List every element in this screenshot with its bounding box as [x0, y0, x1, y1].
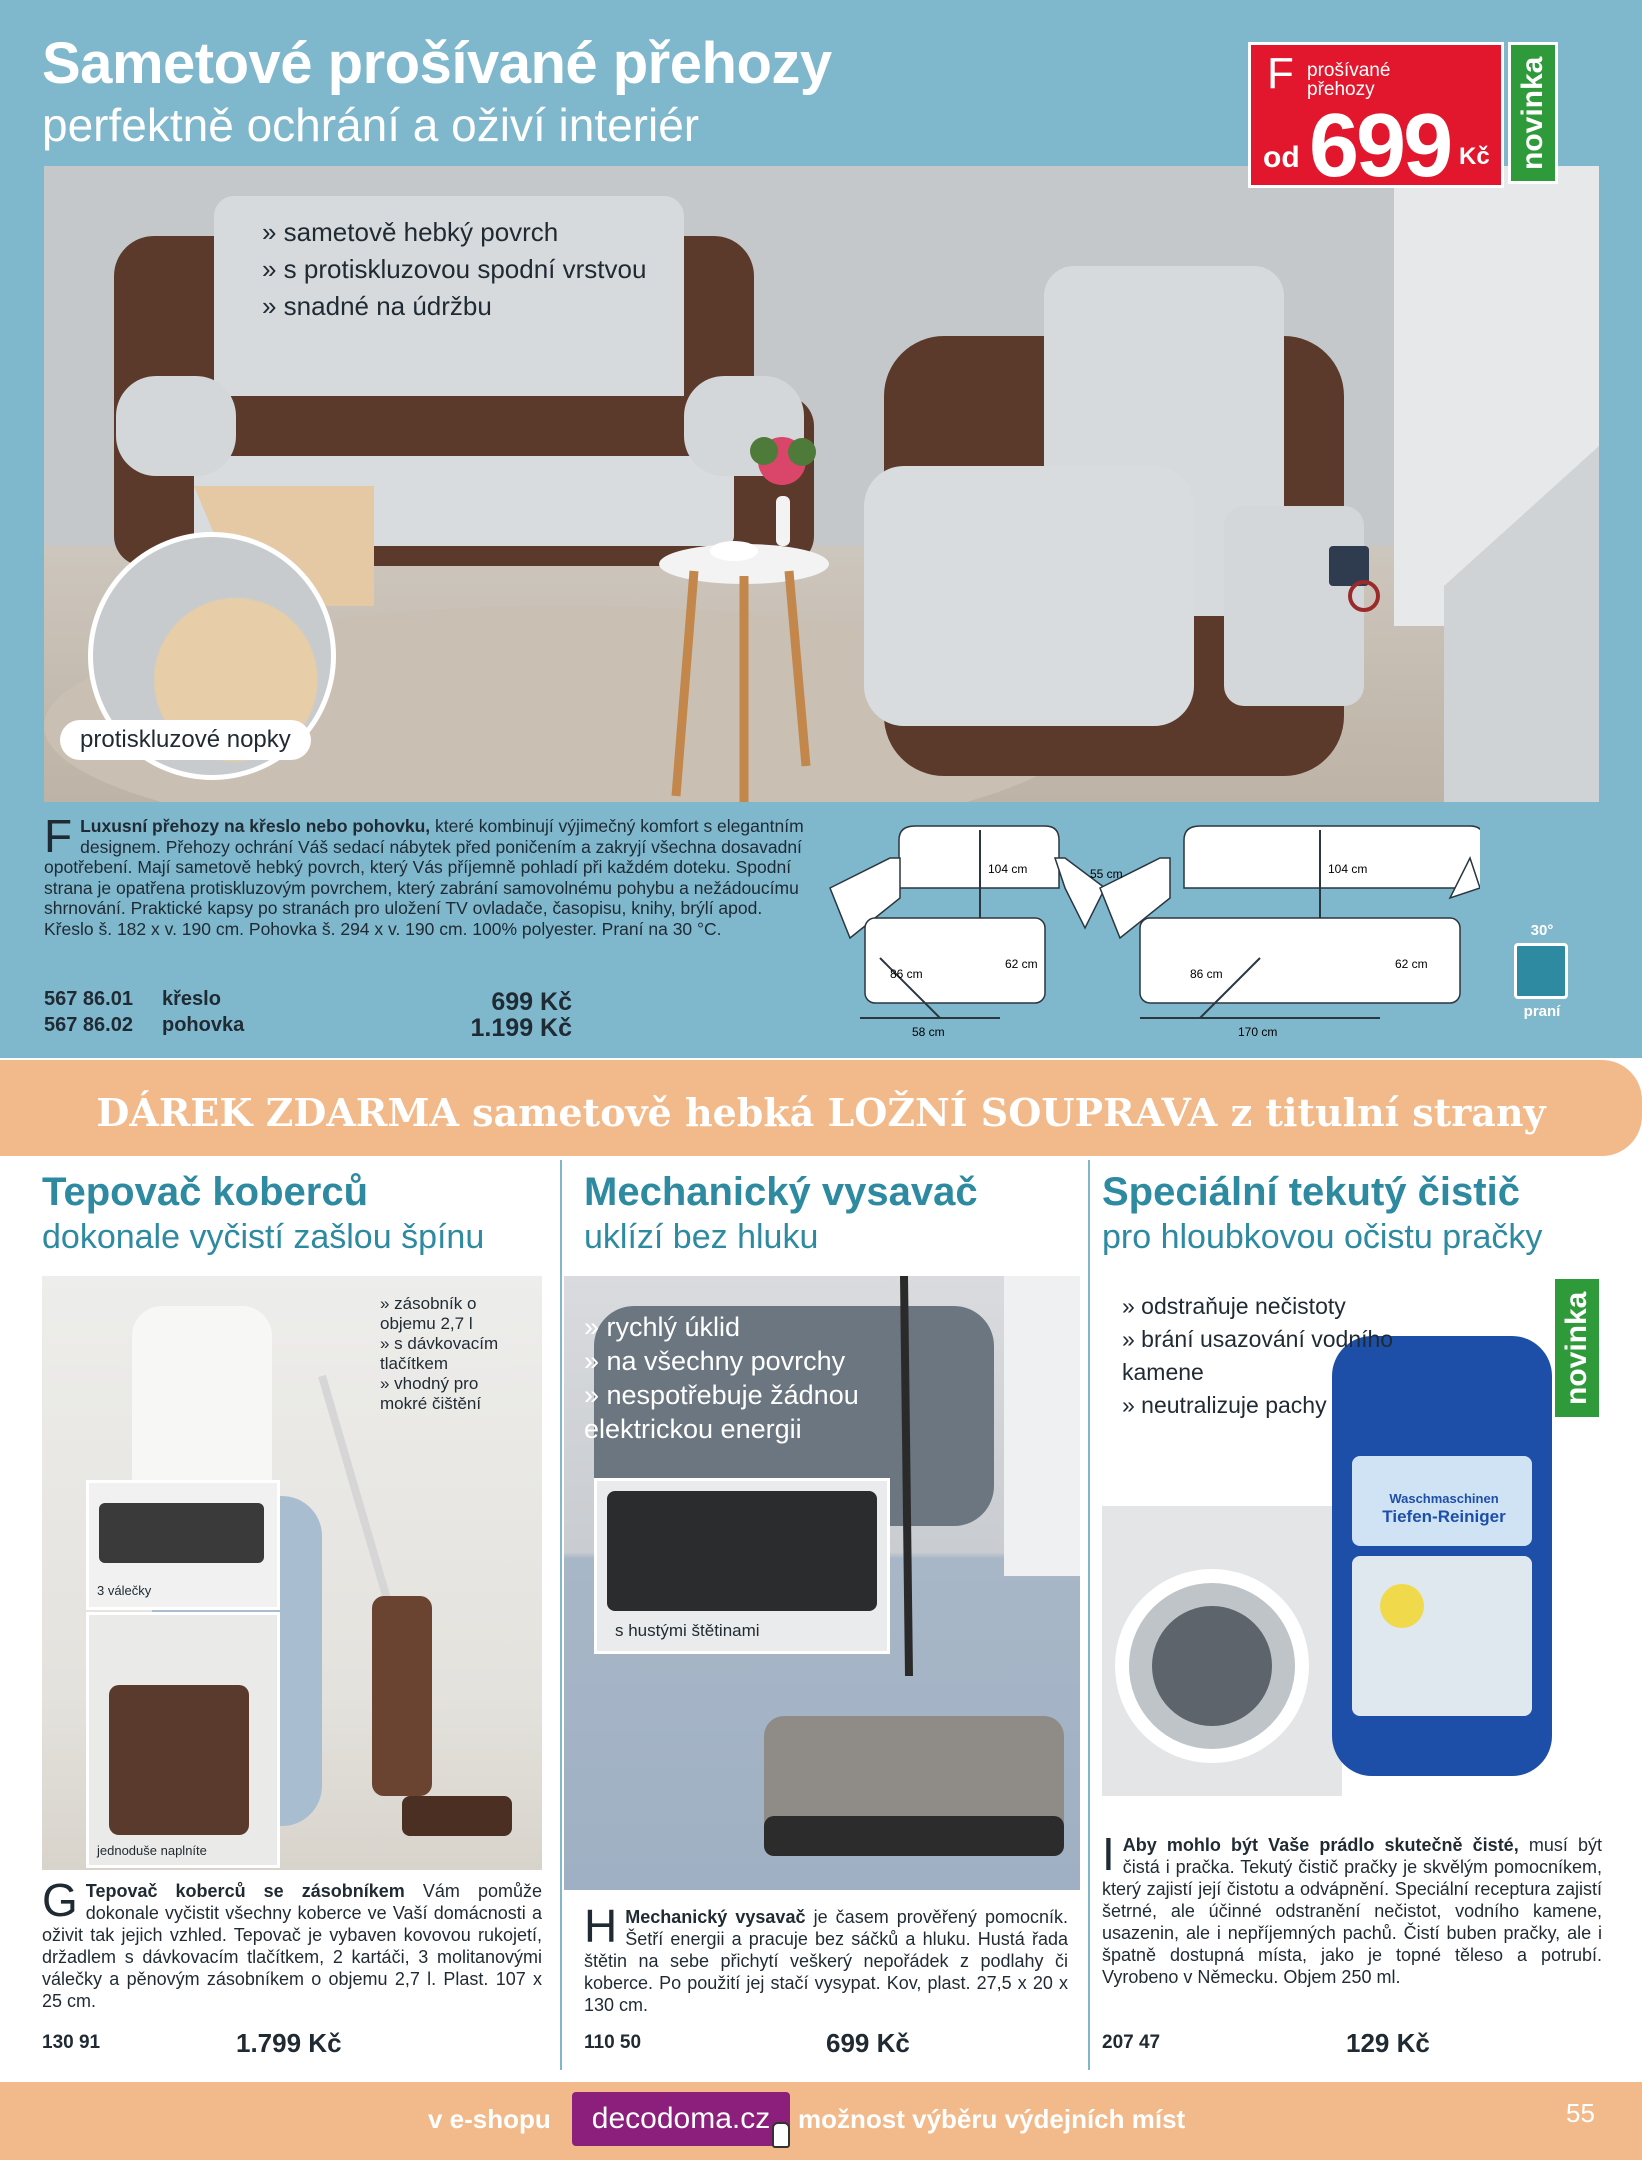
- product-code: 130 91: [42, 2032, 101, 2053]
- feature-item: » sametově hebký povrch: [262, 217, 559, 247]
- col2-subtitle: uklízí bez hluku: [584, 1218, 819, 1256]
- feature-item: » na všechny povrchy: [584, 1346, 846, 1376]
- feature-item: » zásobník o objemu 2,7 l: [380, 1294, 477, 1333]
- eshop-link[interactable]: decodoma.cz: [572, 2092, 790, 2146]
- price-row: [44, 1014, 604, 1040]
- feature-item: » vhodný pro mokré čištění: [380, 1374, 482, 1413]
- description-text: Vám pomůže dokonale vyčistit všechny koberce ve Vaší domácnosti a oživit tak jejich vzhled. Tepovač je vybaven kovovou rukojetí, držadlem s dávkovacím tlačítkem, 2 kartáči, 3 molitanovými válečky a pěnovým zásobníkem o objemu 2,7 l. Plast. 107 x 25 cm.: [42, 1881, 542, 2011]
- col3-photo: [1102, 1276, 1602, 1806]
- feature-item: » nespotřebuje žádnou elektrickou energii: [584, 1380, 859, 1444]
- description-lead: Aby mohlo být Vaše prádlo skutečně čisté,: [1122, 1835, 1519, 1855]
- price-badge-value: 699: [1309, 96, 1451, 196]
- dimensions-drawing: [820, 818, 1480, 1048]
- tank-image: [109, 1685, 249, 1835]
- dim-sofa-width: 170 cm: [1238, 1025, 1278, 1039]
- wash-symbol: [1514, 922, 1570, 1020]
- page-number: 55: [1566, 2098, 1595, 2128]
- product-price: 699 Kč: [491, 988, 572, 1016]
- col2-price-row: [584, 2028, 1068, 2062]
- product-code: 110 50: [584, 2032, 642, 2053]
- description-text: musí být čistá i pračka. Tekutý čistič pračky je skvělým pomocníkem, který zajistí její čistotu a odvápnění. Speciální receptura zajistí šetrné, ale účinné odstranění nečistot, vodního kamene, usazenin, ale i nepříjemných pachů. Čistí buben pračky, ale i špatně dostupná místa, jako je topné těleso a potrubí. Vyrobeno v Německu. Objem 250 ml.: [1102, 1835, 1602, 1987]
- description-lead: Tepovač koberců se zásobníkem: [85, 1881, 405, 1901]
- inset-label: protiskluzové nopky: [60, 720, 311, 760]
- col1-photo: [42, 1276, 542, 1870]
- col3-subtitle: pro hloubkovou očistu pračky: [1102, 1218, 1543, 1256]
- price-row: [44, 988, 604, 1014]
- item-letter: F: [44, 810, 73, 862]
- price-badge: [1248, 42, 1504, 196]
- inset-label: 3 válečky: [97, 1583, 152, 1598]
- description-lead: Mechanický vysavač: [625, 1907, 806, 1927]
- page-subtitle: perfektně ochrání a oživí interiér: [42, 99, 700, 151]
- product-code: 207 47: [1102, 2032, 1161, 2053]
- price-badge-currency: Kč: [1459, 143, 1490, 170]
- dim-chair-height: 104 cm: [988, 862, 1028, 876]
- page-title: Sametové prošívané přehozy: [42, 31, 832, 96]
- product-price: 1.799 Kč: [236, 2028, 342, 2058]
- col1-description: [42, 1874, 542, 2012]
- inset-label: s hustými štětinami: [615, 1621, 760, 1640]
- dim-chair-width: 58 cm: [912, 1025, 945, 1039]
- product-variant: pohovka: [162, 1014, 245, 1036]
- new-badge: novinka: [1508, 42, 1558, 184]
- col1-subtitle: dokonale vyčistí zašlou špínu: [42, 1218, 485, 1256]
- inset-label: jednoduše naplníte: [97, 1843, 207, 1858]
- product-description: [44, 810, 812, 939]
- dim-sofa-height: 104 cm: [1328, 862, 1368, 876]
- col3-price-row: [1102, 2028, 1602, 2062]
- wash-label: praní: [1523, 1003, 1561, 1020]
- column-divider: [1088, 1160, 1090, 2070]
- col2-feature-list: [584, 1310, 914, 1446]
- col2-description: [584, 1900, 1068, 2016]
- price-badge-prefix: od: [1263, 141, 1300, 174]
- product-variant: křeslo: [162, 988, 221, 1010]
- dim-chair-arm: 62 cm: [1005, 957, 1038, 971]
- feature-item: » s dávkovacím tlačítkem: [380, 1334, 499, 1373]
- product-code: 567 86.01: [44, 988, 133, 1010]
- col1-price-row: [42, 2028, 542, 2062]
- dimensions-diagram: [820, 818, 1480, 1048]
- item-letter: G: [42, 1874, 78, 1926]
- feature-item: » brání usazování vodního kamene: [1122, 1326, 1394, 1385]
- bottle-label-line: Waschmaschinen: [1389, 1491, 1499, 1506]
- description-text: které kombinují výjimečný komfort s elegantním designem. Přehozy ochrání Váš sedací nábytek před poničením a zakryjí všechna dosavadní opotřebení. Mají sametově hebký povrch, který Vás příjemně pohladí při každém doteku. Spodní strana je opatřena protiskluzovým povrchem, který zabrání samovolnému pohybu a nežádoucímu shrnování. Praktické kapsy po stranách pro uložení TV ovladače, časopisu, knihy, brýlí apod. Křeslo š. 182 x v. 190 cm. Pohovka š. 294 x v. 190 cm. 100% polyester. Praní na 30 °C.: [44, 816, 804, 939]
- feature-item: » s protiskluzovou spodní vrstvou: [262, 254, 647, 284]
- feature-item: » rychlý úklid: [584, 1312, 741, 1342]
- washing-machine-icon: [1514, 943, 1568, 999]
- price-table: [44, 988, 604, 1040]
- description-lead: Luxusní přehozy na křeslo nebo pohovku,: [80, 816, 431, 836]
- bottle-label-line: Tiefen-Reiniger: [1382, 1507, 1506, 1526]
- col3-feature-list: [1122, 1290, 1412, 1422]
- feature-item: » neutralizuje pachy: [1122, 1392, 1327, 1418]
- dim-sofa-seat: 86 cm: [1190, 967, 1223, 981]
- price-badge-letter: F: [1267, 49, 1294, 98]
- rollers-image: [99, 1503, 264, 1563]
- item-letter: H: [584, 1900, 618, 1952]
- feature-list: [262, 214, 646, 325]
- col1-title: Tepovač koberců: [42, 1170, 369, 1214]
- product-price: 129 Kč: [1346, 2028, 1430, 2058]
- dim-chair-seat: 86 cm: [890, 967, 923, 981]
- item-letter: I: [1102, 1828, 1115, 1880]
- col3-description: [1102, 1828, 1602, 1988]
- new-badge: novinka: [1552, 1276, 1602, 1420]
- feature-item: » snadné na údržbu: [262, 291, 492, 321]
- dim-sofa-arm: 62 cm: [1395, 957, 1428, 971]
- col2-photo: [564, 1276, 1080, 1890]
- footer-text-right: možnost výběru výdejních míst: [798, 2104, 1186, 2134]
- product-price: 699 Kč: [826, 2028, 910, 2058]
- price-badge-label: prošívané přehozy: [1307, 60, 1391, 100]
- description-text: je časem prověřený pomocník. Šetří energii a pracuje bez sáčků a hluku. Hustá řada štětin na sebe přichytí veškerý nepořádek z podlahy či koberce. Po použití jej stačí vysypat. Kov, plast. 27,5 x 20 x 130 cm.: [584, 1907, 1068, 2015]
- product-price: 1.199 Kč: [470, 1014, 572, 1042]
- product-code: 567 86.02: [44, 1014, 133, 1036]
- col2-inset-bristles: [594, 1478, 890, 1654]
- bristles-image: [607, 1491, 877, 1611]
- cursor-hand-icon: [772, 2122, 790, 2148]
- col1-feature-list: [380, 1294, 530, 1414]
- col1-inset-fill: [86, 1612, 280, 1868]
- footer-text-left: v e-shopu: [428, 2104, 551, 2134]
- col1-inset-rollers: [86, 1480, 280, 1610]
- col2-title: Mechanický vysavač: [584, 1170, 978, 1214]
- dim-gap: 55 cm: [1090, 867, 1123, 881]
- feature-item: » odstraňuje nečistoty: [1122, 1293, 1346, 1319]
- bottle-label: [1364, 1490, 1524, 1526]
- gift-banner-text: DÁREK ZDARMA sametově hebká LOŽNÍ SOUPRAVA z titulní strany: [96, 1090, 1546, 1135]
- wash-temperature: 30°: [1530, 922, 1554, 939]
- col3-title: Speciální tekutý čistič: [1102, 1170, 1520, 1214]
- column-divider: [560, 1160, 562, 2070]
